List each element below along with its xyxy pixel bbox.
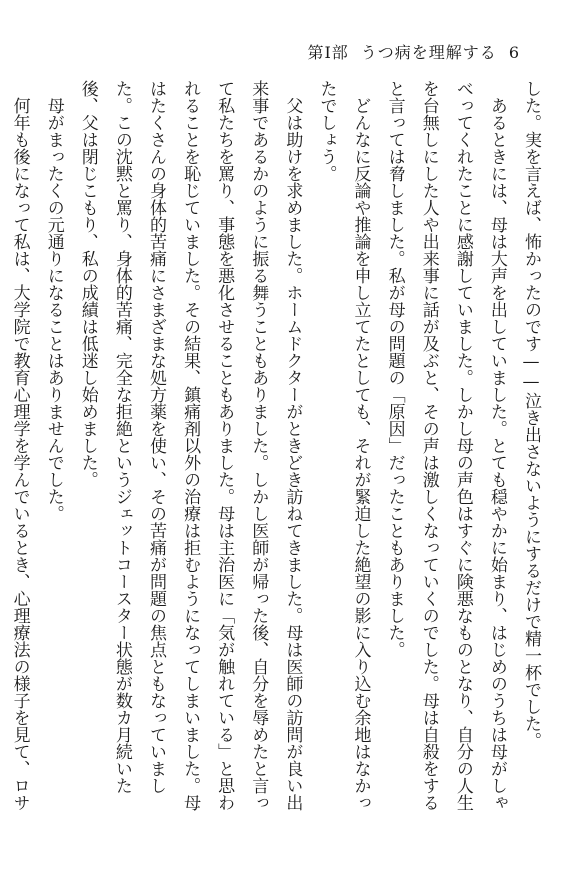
vertical-text-body (9, 80, 548, 820)
part-label: 第Ⅰ部 (307, 43, 349, 62)
paragraph: 母がまったくの元通りになることはありませんでした。 (43, 80, 64, 522)
page-number: 6 (508, 43, 520, 62)
running-head-title: うつ病を理解する (360, 43, 497, 62)
paragraph: した。実を言えば、怖かったのです——泣き出さないようにするだけで精一杯でした。 (521, 80, 541, 749)
paragraph: 父は助けを求めました。ホームドクターがときどき訪ねてきました。母は医師の訪問が良い出来事であるかのように振る舞うこともありました。しかし医師が帰った後、自分を辱めたと言って私たちを罵り、事態を悪化させることもありました。母は主治医に「気が触れている」と思われることを恥じていました。その結果、鎮痛剤以外の治療は拒むようになってしまいました。母はたくさんの身体的苦痛にさまざまな処方薬を使い、その苦痛が問題の焦点ともなっていました。この沈黙と罵り、身体的苦痛、完全な拒絶というジェットコースター状態が数カ月続いた後、父は閉じこもり、私の成績は低迷し始めました。 (77, 80, 303, 811)
paragraph: どんなに反論や推論を申し立てたとしても、それが緊迫した絶望の影に入り込む余地はなかったでしょう。 (316, 80, 371, 811)
paragraph: 何年も後になって私は、大学院で教育心理学を学んでいるとき、心理療法の様子を見て、ロサ (9, 80, 30, 811)
running-head (307, 40, 520, 63)
paragraph: あるときには、母は大声を出していました。とても穏やかに始まり、はじめのうちは母がしゃべってくれたことに感謝していました。しかし母の声色はすぐに険悪なものとなり、自分の人生を台無しにした人や出来事に話が及ぶと、その声は激しくなっていくのでした。母は自殺をすると言っては脅しました。私が母の問題の「原因」だったこともありました。 (384, 80, 507, 811)
